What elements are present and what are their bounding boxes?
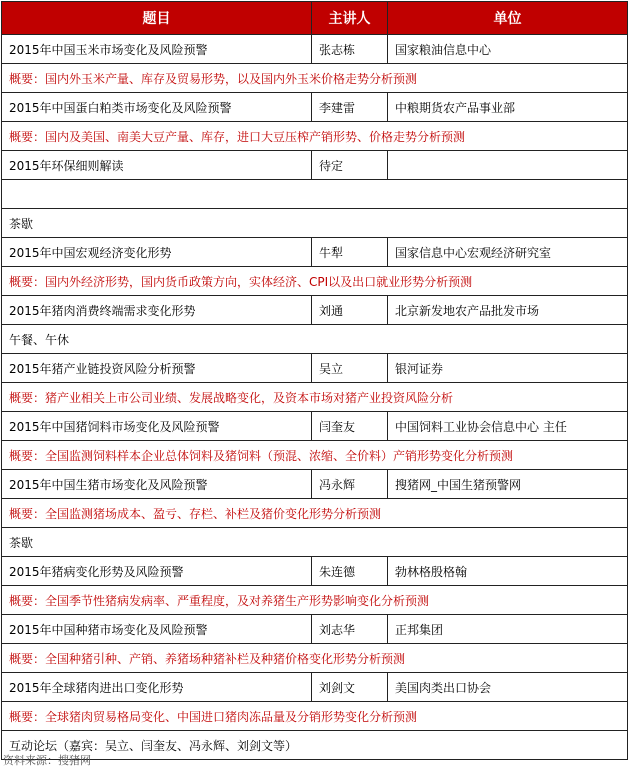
session-row	[2, 470, 628, 499]
session-topic: 2015年中国生猪市场变化及风险预警	[2, 470, 312, 499]
session-row	[2, 354, 628, 383]
session-row	[2, 238, 628, 267]
session-topic: 2015年中国蛋白粕类市场变化及风险预警	[2, 93, 312, 122]
session-unit: 正邦集团	[388, 615, 628, 644]
session-summary: 概要：国内外玉米产量、库存及贸易形势，以及国内外玉米价格走势分析预测	[2, 64, 628, 93]
session-speaker: 刘剑文	[312, 673, 388, 702]
agenda-table	[1, 1, 628, 760]
header-unit: 单位	[388, 2, 628, 35]
session-speaker: 刘志华	[312, 615, 388, 644]
break-row	[2, 209, 628, 238]
summary-row	[2, 586, 628, 615]
session-topic: 2015年猪肉消费终端需求变化形势	[2, 296, 312, 325]
session-row	[2, 557, 628, 586]
session-speaker: 李建雷	[312, 93, 388, 122]
session-topic: 2015年猪病变化形势及风险预警	[2, 557, 312, 586]
summary-row	[2, 267, 628, 296]
session-row	[2, 673, 628, 702]
break-label: 午餐、午休	[2, 325, 628, 354]
session-speaker: 冯永辉	[312, 470, 388, 499]
session-topic: 2015年猪产业链投资风险分析预警	[2, 354, 312, 383]
blank-row	[2, 180, 628, 209]
session-summary: 概要：全球猪肉贸易格局变化、中国进口猪肉冻品量及分销形势变化分析预测	[2, 702, 628, 731]
session-unit: 搜猪网_中国生猪预警网	[388, 470, 628, 499]
summary-row	[2, 122, 628, 151]
session-topic: 2015年中国猪饲料市场变化及风险预警	[2, 412, 312, 441]
session-row	[2, 615, 628, 644]
session-unit: 中粮期货农产品事业部	[388, 93, 628, 122]
session-unit: 国家信息中心宏观经济研究室	[388, 238, 628, 267]
break-label: 茶歇	[2, 209, 628, 238]
header-topic: 题目	[2, 2, 312, 35]
session-topic: 2015年全球猪肉进出口变化形势	[2, 673, 312, 702]
session-row	[2, 93, 628, 122]
session-summary: 概要：全国季节性猪病发病率、严重程度，及对养猪生产形势影响变化分析预测	[2, 586, 628, 615]
footer-text: 资料来源：搜猪网	[3, 754, 91, 767]
session-summary: 概要：全国种猪引种、产销、养猪场种猪补栏及种猪价格变化形势分析预测	[2, 644, 628, 673]
session-unit: 银河证券	[388, 354, 628, 383]
summary-row	[2, 644, 628, 673]
agenda-body	[2, 35, 628, 760]
session-row	[2, 151, 628, 180]
summary-row	[2, 64, 628, 93]
session-unit: 北京新发地农产品批发市场	[388, 296, 628, 325]
session-unit: 中国饲料工业协会信息中心 主任	[388, 412, 628, 441]
session-row	[2, 35, 628, 64]
break-row	[2, 325, 628, 354]
break-row	[2, 528, 628, 557]
summary-row	[2, 441, 628, 470]
session-topic: 2015年中国宏观经济变化形势	[2, 238, 312, 267]
break-label: 茶歇	[2, 528, 628, 557]
summary-row	[2, 499, 628, 528]
footer-note	[3, 754, 123, 767]
session-unit: 勃林格殷格翰	[388, 557, 628, 586]
header-speaker: 主讲人	[312, 2, 388, 35]
session-row	[2, 412, 628, 441]
session-topic: 2015年中国种猪市场变化及风险预警	[2, 615, 312, 644]
session-unit: 国家粮油信息中心	[388, 35, 628, 64]
summary-row	[2, 383, 628, 412]
session-summary: 概要：猪产业相关上市公司业绩、发展战略变化，及资本市场对猪产业投资风险分析	[2, 383, 628, 412]
session-speaker: 刘通	[312, 296, 388, 325]
session-speaker: 牛犁	[312, 238, 388, 267]
session-summary: 概要：全国监测饲料样本企业总体饲料及猪饲料（预混、浓缩、全价料）产销形势变化分析预测	[2, 441, 628, 470]
session-topic: 2015年环保细则解读	[2, 151, 312, 180]
session-speaker: 吴立	[312, 354, 388, 383]
break-label: 互动论坛（嘉宾：吴立、闫奎友、冯永辉、刘剑文等）	[2, 731, 628, 760]
session-speaker: 朱连德	[312, 557, 388, 586]
blank-cell	[2, 180, 628, 209]
session-summary: 概要：全国监测猪场成本、盈亏、存栏、补栏及猪价变化形势分析预测	[2, 499, 628, 528]
session-unit: 美国肉类出口协会	[388, 673, 628, 702]
session-speaker: 张志栋	[312, 35, 388, 64]
session-summary: 概要：国内及美国、南美大豆产量、库存，进口大豆压榨产销形势、价格走势分析预测	[2, 122, 628, 151]
session-summary: 概要：国内外经济形势，国内货币政策方向，实体经济、CPI以及出口就业形势分析预测	[2, 267, 628, 296]
session-speaker: 待定	[312, 151, 388, 180]
session-row	[2, 296, 628, 325]
header-row	[2, 2, 628, 35]
session-topic: 2015年中国玉米市场变化及风险预警	[2, 35, 312, 64]
summary-row	[2, 702, 628, 731]
session-speaker: 闫奎友	[312, 412, 388, 441]
session-unit	[388, 151, 628, 180]
